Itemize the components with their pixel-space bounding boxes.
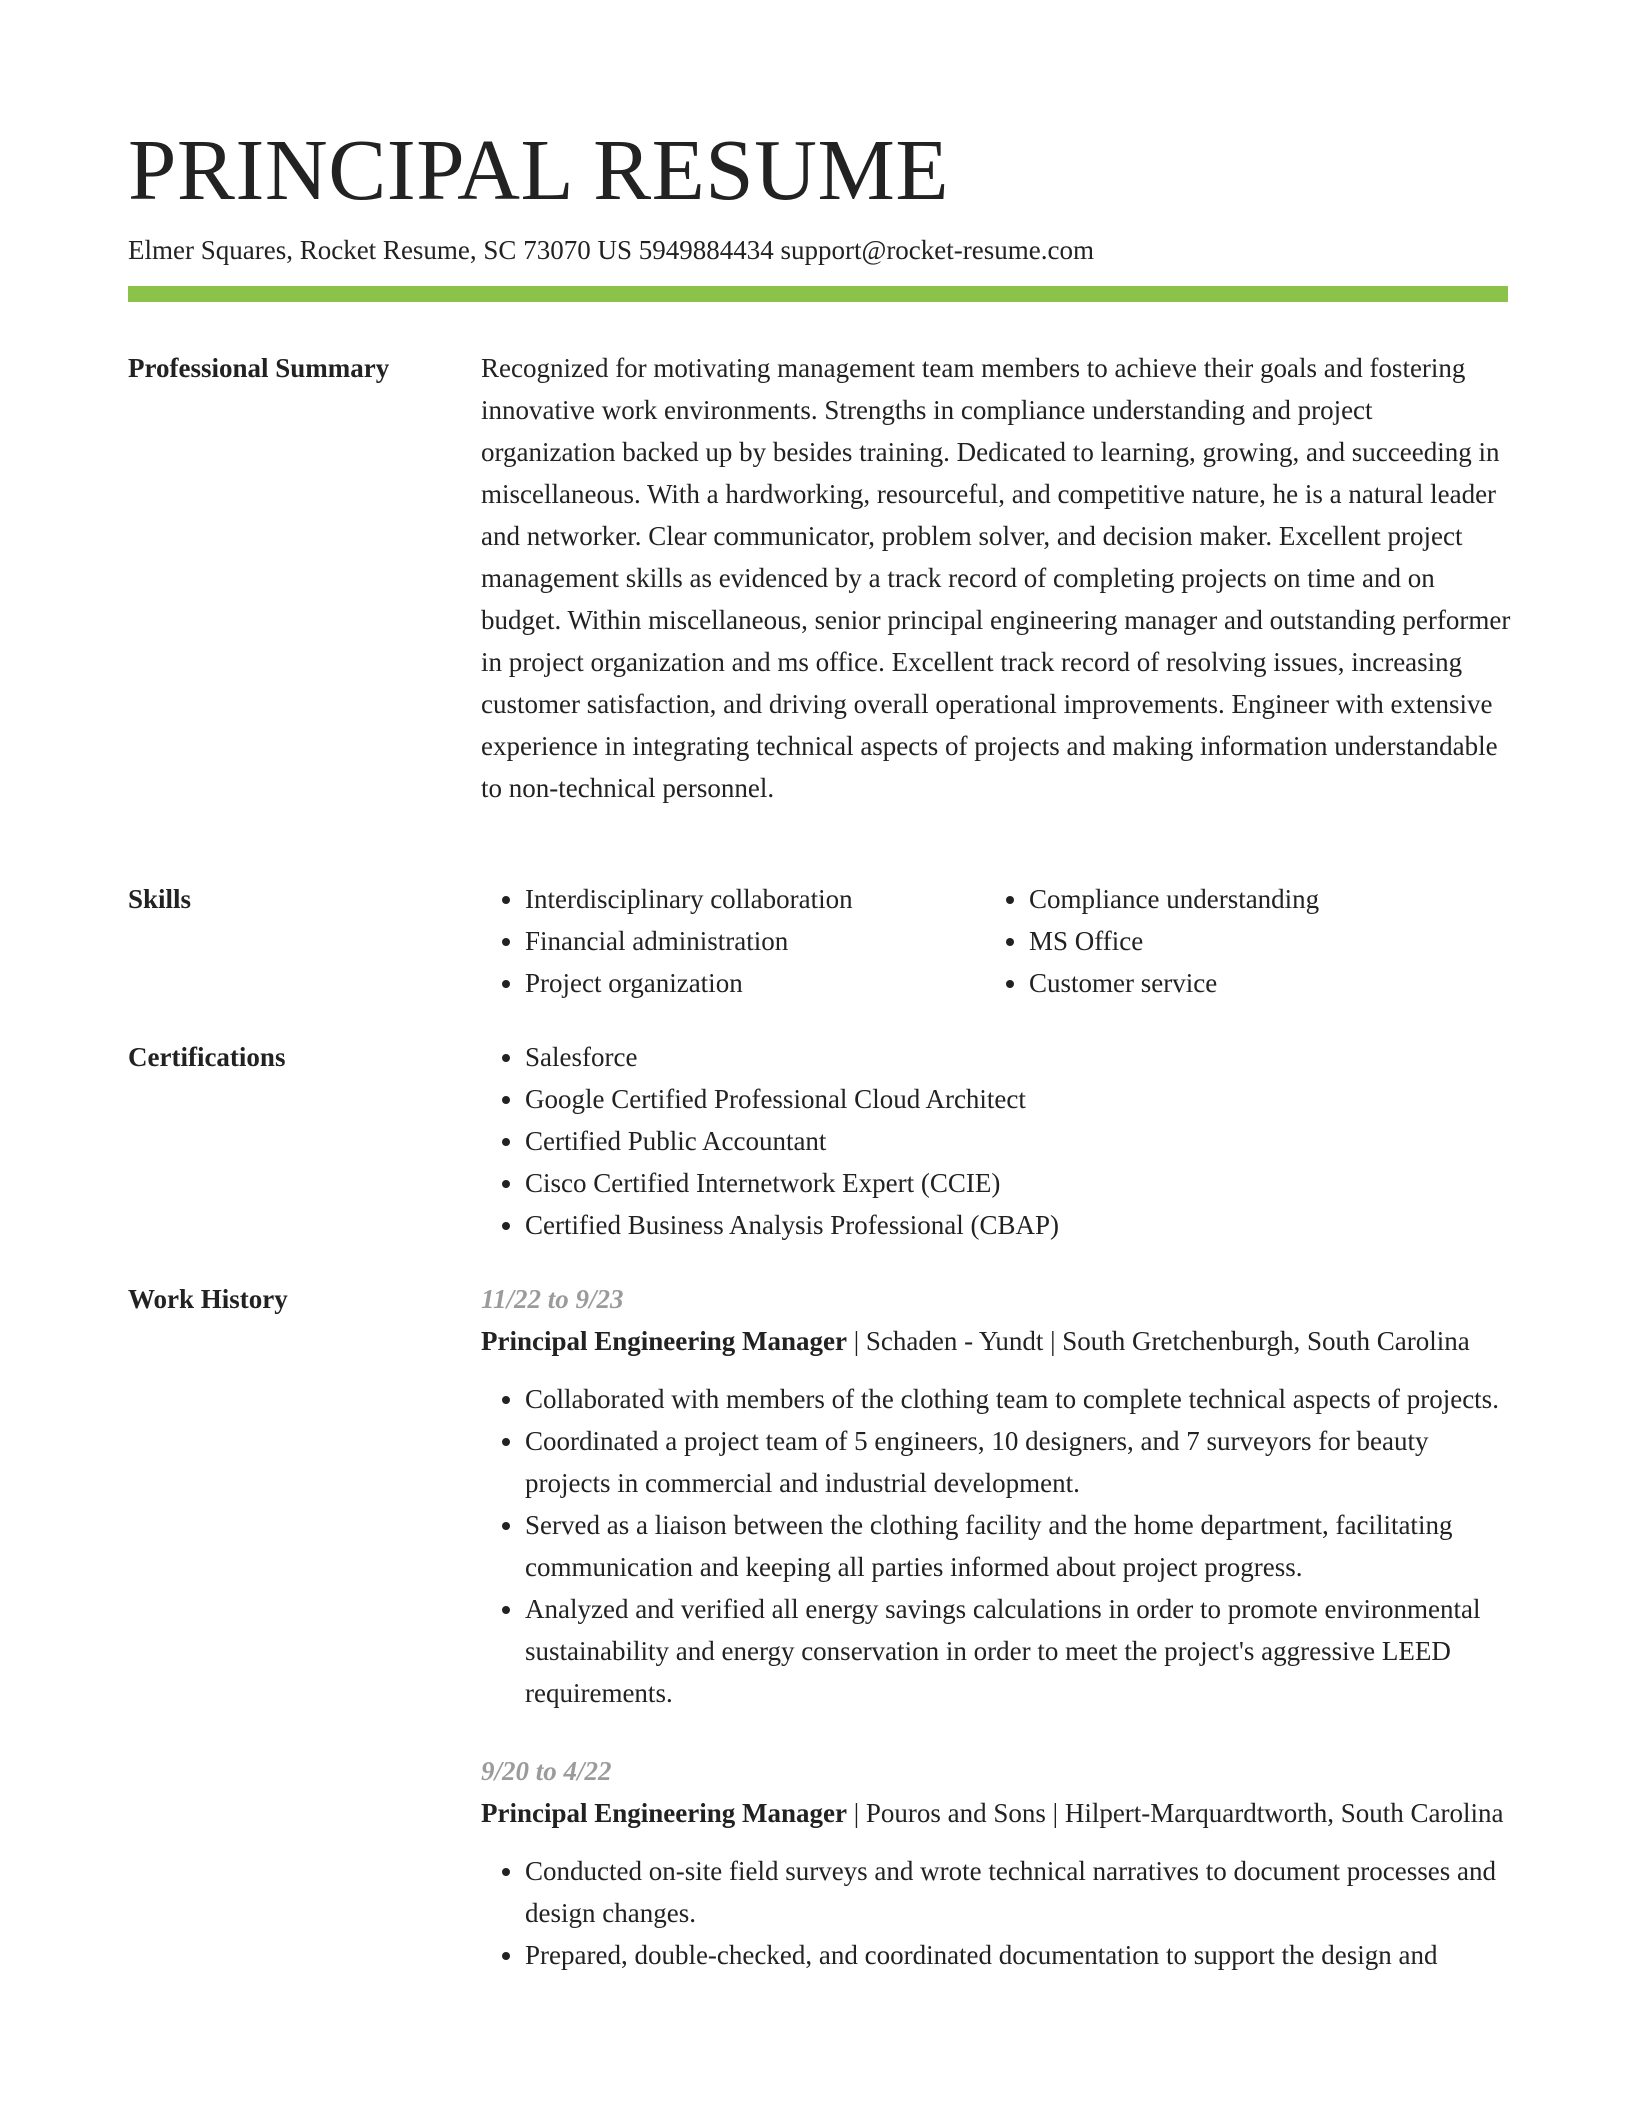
job-employer-location: | Schaden - Yundt | South Gretchenburgh, South Carolina	[846, 1326, 1470, 1356]
job-bullets	[481, 1378, 1511, 1714]
job-entry	[481, 1750, 1511, 1976]
page-title: PRINCIPAL RESUME	[128, 121, 949, 218]
section-body	[481, 347, 1511, 809]
section-label: Work History	[128, 1284, 288, 1314]
section-label: Certifications	[128, 1042, 286, 1072]
job-title: Principal Engineering Manager	[481, 1798, 847, 1828]
list-item: • Analyzed and verified all energy savings calculations in order to promote environmental sustainability and energy conservation in order to meet the project's aggressive LEED requirements.	[525, 1588, 1511, 1714]
certifications-list	[481, 1036, 1511, 1246]
list-item: • Certified Public Accountant	[525, 1120, 1511, 1162]
list-item: • MS Office	[1029, 920, 1509, 962]
list-item: • Customer service	[1029, 962, 1509, 1004]
job-employer-location: | Pouros and Sons | Hilpert-Marquardtworth, South Carolina	[846, 1798, 1504, 1828]
list-item: • Prepared, double-checked, and coordinated documentation to support the design and	[525, 1934, 1511, 1976]
list-item: • Salesforce	[525, 1036, 1511, 1078]
list-item: • Google Certified Professional Cloud Architect	[525, 1078, 1511, 1120]
list-item: • Compliance understanding	[1029, 878, 1509, 920]
skills-list-right	[985, 878, 1509, 1004]
section-label: Professional Summary	[128, 353, 390, 383]
list-item: • Interdisciplinary collaboration	[525, 878, 985, 920]
contact-line: Elmer Squares, Rocket Resume, SC 73070 US 5949884434 support@rocket-resume.com	[128, 235, 1094, 265]
list-item: • Conducted on-site field surveys and wrote technical narratives to document processes and design changes.	[525, 1850, 1511, 1934]
list-item: • Served as a liaison between the clothing facility and the home department, facilitating communication and keeping all parties informed about project progress.	[525, 1504, 1511, 1588]
list-item: • Project organization	[525, 962, 985, 1004]
skills-columns	[481, 878, 1511, 1004]
job-dates: 9/20 to 4/22	[481, 1756, 612, 1786]
summary-text: Recognized for motivating management team members to achieve their goals and fostering innovative work environments. Strengths in compliance understanding and project organization backed up by besides training. Dedicated to learning, growing, and succeeding in miscellaneous. With a hardworking, resourceful, and competitive nature, he is a natural leader and networker. Clear communicator, problem solver, and decision maker. Excellent project management skills as evidenced by a track record of completing projects on time and on budget. Within miscellaneous, senior principal engineering manager and outstanding performer in project organization and ms office. Excellent track record of resolving issues, increasing customer satisfaction, and driving overall operational improvements. Engineer with extensive experience in integrating technical aspects of projects and making information understandable to non-technical personnel.	[481, 353, 1511, 803]
section-label: Skills	[128, 884, 192, 914]
job-heading	[481, 1792, 1511, 1834]
list-item: • Financial administration	[525, 920, 985, 962]
job-heading	[481, 1320, 1511, 1362]
list-item: • Coordinated a project team of 5 engineers, 10 designers, and 7 surveyors for beauty projects in commercial and industrial development.	[525, 1420, 1511, 1504]
job-dates: 11/22 to 9/23	[481, 1284, 624, 1314]
section-body	[481, 1036, 1511, 1246]
skills-list-left	[481, 878, 985, 1004]
job-title: Principal Engineering Manager	[481, 1326, 847, 1356]
list-item: • Collaborated with members of the clothing team to complete technical aspects of projects.	[525, 1378, 1511, 1420]
job-entry	[481, 1278, 1511, 1714]
section-body	[481, 1278, 1511, 1976]
job-bullets	[481, 1850, 1511, 1976]
header-divider	[128, 286, 1508, 302]
list-item: • Cisco Certified Internetwork Expert (CCIE)	[525, 1162, 1511, 1204]
list-item: • Certified Business Analysis Professional (CBAP)	[525, 1204, 1511, 1246]
